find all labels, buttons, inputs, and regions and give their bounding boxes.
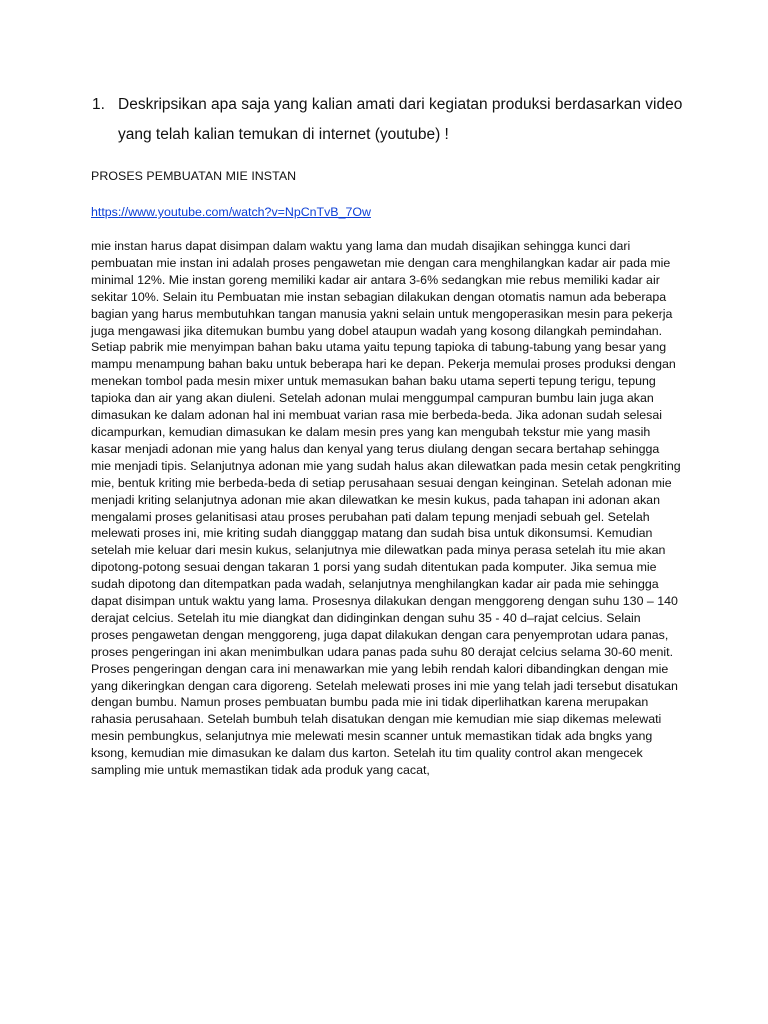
- paragraph-process: Setiap pabrik mie menyimpan bahan baku utama yaitu tepung tapioka di tabung-tabung yang besar yang mampu menampung bahan baku untuk beberapa hari ke depan. Pekerja memulai proses produksi dengan menekan tombol pada mesin mixer untuk memasukan bahan baku utama seperti tepung terigu, tepung tapioka dan air yang akan diuleni. Setelah adonan mulai menggumpal campuran bumbu lain juga akan dimasukan ke dalam adonan hal ini membuat varian rasa mie berbeda-beda. Jika adonan sudah selesai dicampurkan, kemudian dimasukan ke dalam mesin pres yang kan mengubah tekstur mie yang masih kasar menjadi adonan mie yang halus dan kenyal yang terus diulang dengan secara bertahap sehingga mie menjadi tipis. Selanjutnya adonan mie yang sudah halus akan dilewatkan pada mesin cetak pengkriting mie, bentuk kriting mie berbeda-beda di setiap perusahaan sesuai dengan keinginan. Setelah adonan mie menjadi kriting selanjutnya adonan mie akan dilewatkan ke mesin kukus, pada tahapan ini adonan akan mengalami proses gelanitisasi atau proses perubahan pati dalam tepung menjadi sebuah gel. Setelah melewati proses ini, mie kriting sudah diangggap matang dan sudah bisa untuk dikonsumsi. Kemudian setelah mie keluar dari mesin kukus, selanjutnya mie dilewatkan pada minya perasa setelah itu mie akan dipotong-potong sesuai dengan takaran 1 porsi yang sudah ditentukan pada komputer. Jika semua mie sudah dipotong dan ditempatkan pada wadah, selanjutnya menghilangkan kadar air pada mie sehingga dapat disimpan untuk waktu yang lama. Prosesnya dilakukan dengan menggoreng dengan suhu 130 – 140 derajat celcius. Setelah itu mie diangkat dan didinginkan dengan suhu 35 - 40 d–rajat celcius. Selain proses pengawetan dengan menggoreng, juga dapat dilakukan dengan cara penyemprotan udara panas, proses pengeringan ini akan menimbulkan udara panas pada suhu 80 derajat celcius selama 30-60 menit. Proses pengeringan dengan cara ini menawarkan mie yang lebih rendah kalori dibandingkan dengan mie yang dikeringkan dengan cara digoreng. Setelah melewati proses ini mie yang telah jadi tersebut disatukan dengan bumbu. Namun proses pembuatan bumbu pada mie ini tidak diperlihatkan karena merupakan rahasia perusahaan. Setelah bumbuh telah disatukan dengan mie kemudian mie siap dikemas melewati mesin pembungkus, selanjutnya mie melewati mesin scanner untuk memastikan tidak ada bngks yang ksong, kemudian mie dimasukan ke dalam dus karton. Setelah itu tim quality control akan mengecek sampling mie untuk memastikan tidak ada produk yang cacat,: [91, 340, 681, 778]
- question-item: [92, 90, 712, 150]
- question-number: 1.: [92, 96, 105, 113]
- body-text: [91, 238, 681, 779]
- section-heading: PROSES PEMBUATAN MIE INSTAN: [91, 169, 297, 183]
- paragraph-intro: mie instan harus dapat disimpan dalam waktu yang lama dan mudah disajikan sehingga kunci dari pembuatan mie instan ini adalah proses pengawetan mie dengan cara menghilangkan kadar air pada mie minimal 12%. Mie instan goreng memiliki kadar air antara 3-6% sedangkan mie rebus memiliki kadar air sekitar 10%. Selain itu Pembuatan mie instan sebagian dilakukan dengan otomatis namun ada beberapa bagian yang harus membutuhkan tangan manusia yakni selain untuk mengoperasikan mesin para pekerja juga mengawasi jika ditemukan bumbu yang dobel ataupun wadah yang kosong dilangkah pemindahan.: [91, 239, 673, 338]
- youtube-link[interactable]: https://www.youtube.com/watch?v=NpCnTvB_7Ow: [91, 205, 371, 219]
- question-text: Deskripsikan apa saja yang kalian amati dari kegiatan produksi berdasarkan video yang telah kalian temukan di internet (youtube) !: [118, 96, 683, 143]
